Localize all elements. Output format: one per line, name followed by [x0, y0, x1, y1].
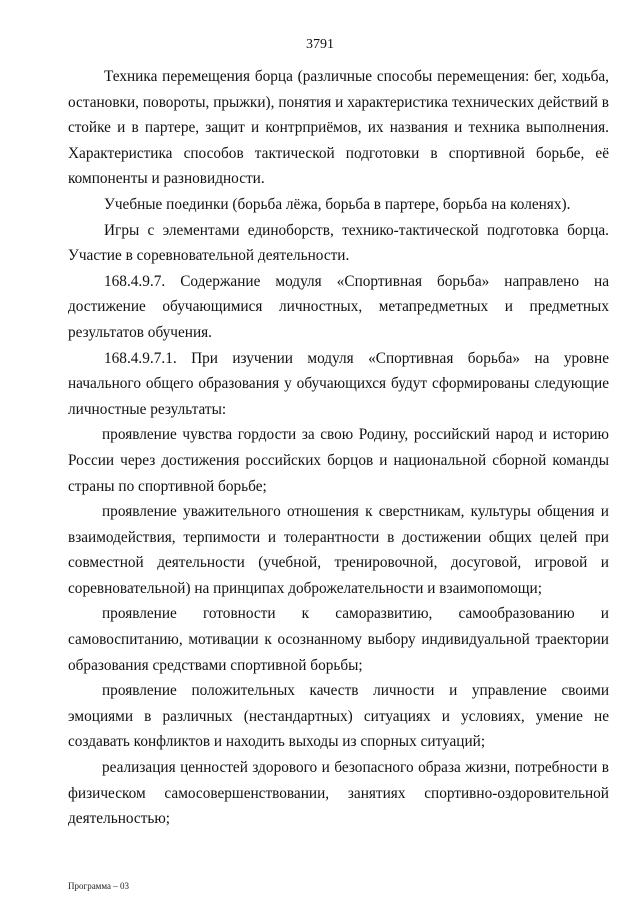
paragraph-module-content: 168.4.9.7. Содержание модуля «Спортивная борьба» направлено на достижение обучающимися личностных, метапредметных и предметных результатов обучения. [68, 272, 609, 341]
paragraph-training-bouts: Учебные поединки (борьба лёжа, борьба в партере, борьба на коленях). [104, 195, 571, 213]
body-text [68, 64, 609, 832]
list-item-respect: проявление уважительного отношения к сверстникам, культуры общения и взаимодействия, терпимости и толерантности в достижении общих целей при совместной деятельности (учебной, тренировочной, досуговой, игровой и соревновательной) на принципах доброжелательности и взаимопомощи; [68, 503, 609, 597]
list-item-positive-qualities: проявление положительных качеств личности и управление своими эмоциями в различных (нестандартных) ситуациях и условиях, умение не создавать конфликтов и находить выходы из спорных ситуаций; [68, 682, 609, 751]
list-item-self-development: проявление готовности к саморазвитию, самообразованию и самовоспитанию, мотивации к осознанному выбору индивидуальной траектории образования средствами спортивной борьбы; [68, 605, 609, 674]
paragraph-personal-results: 168.4.9.7.1. При изучении модуля «Спортивная борьба» на уровне начального общего образования у обучающихся будут сформированы следующие личностные результаты: [68, 349, 609, 418]
page-number: 3791 [306, 37, 334, 52]
list-item-healthy-lifestyle: реализация ценностей здорового и безопасного образа жизни, потребности в физическом самосовершенствовании, занятиях спортивно-оздоровительной деятельностью; [68, 759, 609, 828]
list-item-pride: проявление чувства гордости за свою Родину, российский народ и историю России через достижения российских борцов и национальной сборной команды страны по спортивной борьбе; [68, 426, 609, 495]
paragraph-games: Игры с элементами единоборств, технико-тактической подготовка борца. Участие в соревновательной деятельности. [68, 221, 609, 265]
footer-program-label: Программа – 03 [68, 881, 130, 891]
paragraph-wrestler-movement: Техника перемещения борца (различные способы перемещения: бег, ходьба, остановки, повороты, прыжки), понятия и характеристика технических действий в стойке и в партере, защит и контрприёмов, их названия и техника выполнения. Характеристика способов тактической подготовки в спортивной борьбе, её компоненты и разновидности. [68, 68, 609, 188]
